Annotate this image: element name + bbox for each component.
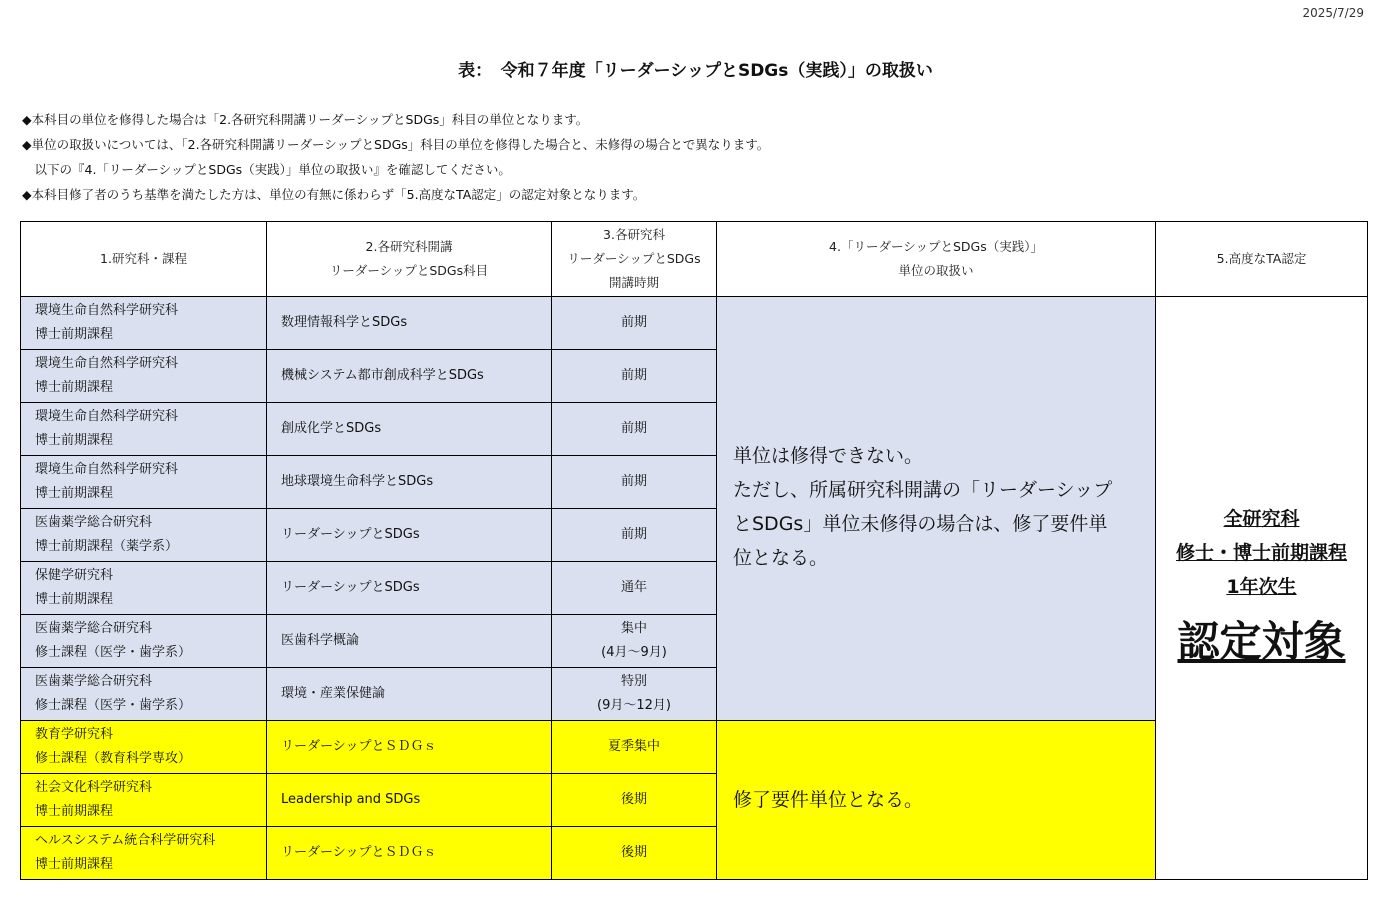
subject-cell: Leadership and SDGs — [267, 774, 552, 827]
period-cell: 前期 — [552, 297, 717, 350]
period-cell: 後期 — [552, 827, 717, 880]
ta-certification-cell: 全研究科 修士・博士前期課程 1年次生 認定対象 — [1156, 297, 1368, 880]
subject-cell: 地球環境生命科学とSDGs — [267, 456, 552, 509]
header-subject: 2.各研究科開講 リーダーシップとSDGs科目 — [267, 222, 552, 297]
subject-cell: リーダーシップとＳＤＧｓ — [267, 721, 552, 774]
school-cell: 医歯薬学総合研究科 修士課程（医学・歯学系） — [21, 668, 267, 721]
note-line: ◆本科目修了者のうち基準を満たした方は、単位の有無に係わらず「5.高度なTA認定」の認定対象となります。 — [22, 187, 646, 202]
subject-cell: 環境・産業保健論 — [267, 668, 552, 721]
subject-cell: 機械システム都市創成科学とSDGs — [267, 350, 552, 403]
subject-cell: リーダーシップとSDGs — [267, 509, 552, 562]
school-cell: 医歯薬学総合研究科 博士前期課程（薬学系） — [21, 509, 267, 562]
school-cell: 医歯薬学総合研究科 修士課程（医学・歯学系） — [21, 615, 267, 668]
note-line: ◆本科目の単位を修得した場合は「2.各研究科開講リーダーシップとSDGs」科目の単位となります。 — [22, 112, 589, 127]
header-row — [21, 222, 1368, 297]
school-cell: 環境生命自然科学研究科 博士前期課程 — [21, 297, 267, 350]
subject-cell: 創成化学とSDGs — [267, 403, 552, 456]
period-cell: 後期 — [552, 774, 717, 827]
subject-cell: リーダーシップとSDGs — [267, 562, 552, 615]
school-cell: 保健学研究科 博士前期課程 — [21, 562, 267, 615]
period-cell: 前期 — [552, 456, 717, 509]
period-cell: 集中 (4月～9月) — [552, 615, 717, 668]
header-ta: 5.高度なTA認定 — [1156, 222, 1368, 297]
subject-cell: リーダーシップとＳＤＧｓ — [267, 827, 552, 880]
credit-table — [20, 221, 1368, 880]
note-line: ◆単位の取扱いについては、「2.各研究科開講リーダーシップとSDGs」科目の単位を修得した場合と、未修得の場合とで異なります。 — [22, 137, 770, 152]
subject-cell: 医歯科学概論 — [267, 615, 552, 668]
treatment-not-credited: 単位は修得できない。 ただし、所属研究科開講の「リーダーシップ とSDGs」単位未修得の場合は、修了要件単 位となる。 — [717, 297, 1156, 721]
period-cell: 夏季集中 — [552, 721, 717, 774]
treatment-credited: 修了要件単位となる。 — [717, 721, 1156, 880]
note-line: 以下の『4.「リーダーシップとSDGs（実践）」単位の取扱い』を確認してください。 — [22, 162, 511, 177]
school-cell: 環境生命自然科学研究科 博士前期課程 — [21, 403, 267, 456]
period-cell: 特別 (9月～12月) — [552, 668, 717, 721]
page-title: 表： 令和７年度「リーダーシップとSDGs（実践）」の取扱い — [458, 61, 933, 81]
school-cell: ヘルスシステム統合科学研究科 博士前期課程 — [21, 827, 267, 880]
school-cell: 社会文化科学研究科 博士前期課程 — [21, 774, 267, 827]
school-cell: 教育学研究科 修士課程（教育科学専攻） — [21, 721, 267, 774]
school-cell: 環境生命自然科学研究科 博士前期課程 — [21, 456, 267, 509]
period-cell: 通年 — [552, 562, 717, 615]
period-cell: 前期 — [552, 403, 717, 456]
header-school: 1.研究科・課程 — [21, 222, 267, 297]
header-period: 3.各研究科 リーダーシップとSDGs 開講時期 — [552, 222, 717, 297]
school-cell: 環境生命自然科学研究科 博士前期課程 — [21, 350, 267, 403]
table-row — [21, 297, 1368, 350]
header-treatment: 4.「リーダーシップとSDGs（実践）」 単位の取扱い — [717, 222, 1156, 297]
subject-cell: 数理情報科学とSDGs — [267, 297, 552, 350]
document-date: 2025/7/29 — [1302, 6, 1364, 20]
period-cell: 前期 — [552, 509, 717, 562]
period-cell: 前期 — [552, 350, 717, 403]
notes — [22, 107, 769, 207]
